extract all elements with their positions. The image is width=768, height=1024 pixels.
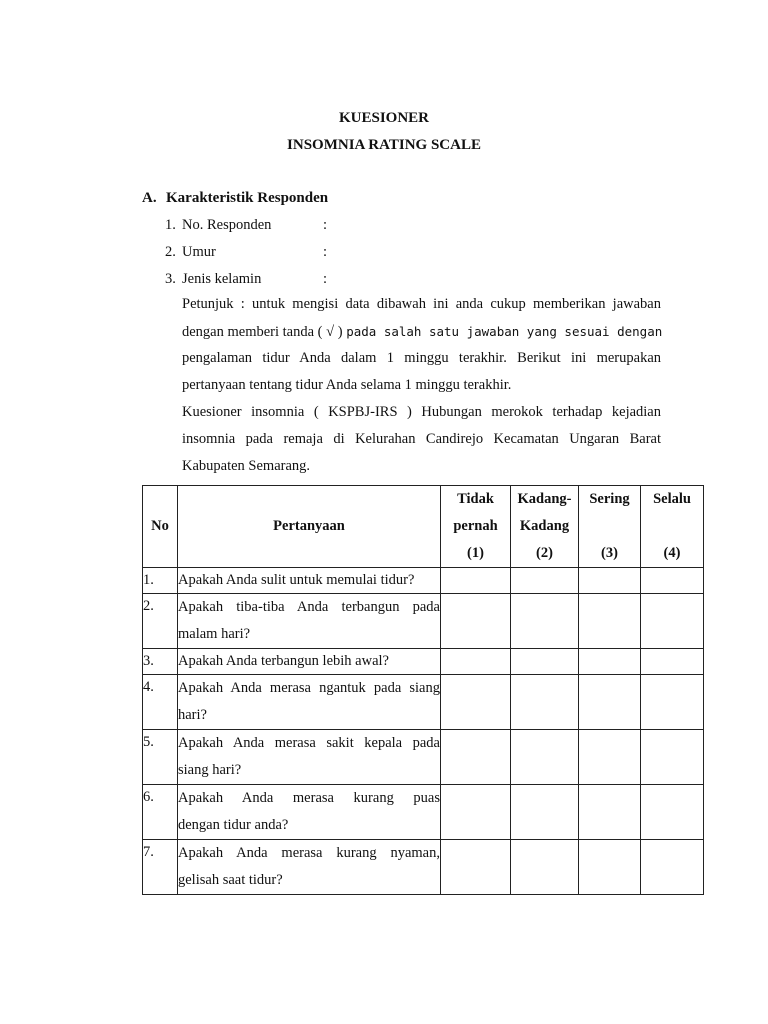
field-label-age: Umur	[182, 244, 216, 260]
instruction-line: Petunjuk : untuk mengisi data dibawah ini anda cukup memberikan jawaban	[182, 296, 661, 312]
header-often-label: Sering	[589, 491, 630, 507]
instruction-line	[182, 318, 661, 345]
answer-cell-often[interactable]	[579, 568, 641, 594]
row-number: 7.	[143, 840, 178, 895]
questionnaire-description-line: Kabupaten Semarang.	[182, 458, 311, 474]
question-line: Apakah tiba-tiba Anda terbangun pada	[178, 599, 440, 615]
header-never-score: (1)	[467, 545, 484, 561]
header-sometimes	[511, 486, 579, 568]
table-row	[143, 730, 704, 785]
answer-cell-never[interactable]	[441, 568, 511, 594]
question-line: gelisah saat tidur?	[178, 872, 283, 888]
answer-cell-sometimes[interactable]	[511, 594, 579, 649]
question-line: Apakah Anda merasa sakit kepala pada	[178, 735, 440, 751]
answer-cell-sometimes[interactable]	[511, 675, 579, 730]
question-text	[178, 568, 441, 594]
document-subtitle: INSOMNIA RATING SCALE	[287, 137, 481, 153]
answer-cell-never[interactable]	[441, 594, 511, 649]
insomnia-questionnaire-table	[142, 485, 704, 895]
header-always	[641, 486, 704, 568]
questionnaire-description-line: Kuesioner insomnia ( KSPBJ-IRS ) Hubungan merokok terhadap kejadian	[182, 404, 661, 420]
header-sometimes-label: Kadang-	[517, 491, 572, 507]
instruction-line-part: pada salah satu jawaban yang sesuai dengan	[346, 324, 663, 339]
header-never	[441, 486, 511, 568]
answer-cell-always[interactable]	[641, 649, 704, 675]
answer-cell-always[interactable]	[641, 785, 704, 840]
answer-cell-always[interactable]	[641, 675, 704, 730]
question-text	[178, 649, 441, 675]
table-row	[143, 568, 704, 594]
header-sometimes-label: Kadang	[519, 518, 570, 534]
row-number: 6.	[143, 785, 178, 840]
field-number: 3.	[165, 271, 176, 287]
question-line: Apakah Anda sulit untuk memulai tidur?	[178, 572, 415, 588]
answer-cell-never[interactable]	[441, 649, 511, 675]
answer-cell-sometimes[interactable]	[511, 785, 579, 840]
question-text	[178, 675, 441, 730]
question-text	[178, 840, 441, 895]
section-letter: A.	[142, 190, 157, 206]
question-line: malam hari?	[178, 626, 251, 642]
answer-cell-sometimes[interactable]	[511, 840, 579, 895]
header-spacer	[641, 513, 703, 540]
table-row	[143, 675, 704, 730]
field-label-gender: Jenis kelamin	[182, 271, 262, 287]
answer-cell-often[interactable]	[579, 594, 641, 649]
row-number: 1.	[143, 568, 178, 594]
table-header-row	[143, 486, 704, 568]
answer-cell-sometimes[interactable]	[511, 730, 579, 785]
question-text	[178, 594, 441, 649]
section-heading: Karakteristik Responden	[166, 190, 329, 206]
question-line: dengan tidur anda?	[178, 817, 289, 833]
header-always-score: (4)	[663, 545, 681, 561]
question-line: Apakah Anda merasa ngantuk pada siang	[178, 680, 440, 696]
table-row	[143, 594, 704, 649]
table-row	[143, 785, 704, 840]
row-number: 3.	[143, 649, 178, 675]
row-number: 5.	[143, 730, 178, 785]
header-always-label: Selalu	[653, 491, 691, 507]
instruction-line-part: dengan memberi tanda ( √ )	[182, 324, 343, 340]
table-row	[143, 649, 704, 675]
header-no: No	[143, 486, 178, 568]
answer-cell-always[interactable]	[641, 730, 704, 785]
answer-cell-often[interactable]	[579, 730, 641, 785]
question-text	[178, 730, 441, 785]
answer-cell-sometimes[interactable]	[511, 568, 579, 594]
field-number: 1.	[165, 217, 176, 233]
questionnaire-description-line: insomnia pada remaja di Kelurahan Candirejo Kecamatan Ungaran Barat	[182, 431, 661, 447]
answer-cell-never[interactable]	[441, 840, 511, 895]
answer-cell-often[interactable]	[579, 675, 641, 730]
question-line: hari?	[178, 707, 207, 723]
header-sometimes-score: (2)	[536, 545, 553, 561]
header-never-label: pernah	[453, 518, 498, 534]
field-colon: :	[323, 244, 328, 260]
field-colon: :	[323, 271, 328, 287]
document-title: KUESIONER	[338, 110, 430, 126]
answer-cell-often[interactable]	[579, 649, 641, 675]
answer-cell-always[interactable]	[641, 594, 704, 649]
question-line: Apakah Anda merasa kurang puas	[178, 790, 440, 806]
instruction-line: pertanyaan tentang tidur Anda selama 1 minggu terakhir.	[182, 377, 512, 393]
question-line: siang hari?	[178, 762, 242, 778]
answer-cell-always[interactable]	[641, 840, 704, 895]
row-number: 2.	[143, 594, 178, 649]
header-often	[579, 486, 641, 568]
field-label-respondent-no: No. Responden	[182, 217, 272, 233]
answer-cell-sometimes[interactable]	[511, 649, 579, 675]
row-number: 4.	[143, 675, 178, 730]
answer-cell-always[interactable]	[641, 568, 704, 594]
question-text	[178, 785, 441, 840]
field-number: 2.	[165, 244, 176, 260]
answer-cell-never[interactable]	[441, 730, 511, 785]
answer-cell-never[interactable]	[441, 675, 511, 730]
instruction-line: pengalaman tidur Anda dalam 1 minggu terakhir. Berikut ini merupakan	[182, 350, 661, 366]
header-often-score: (3)	[601, 545, 618, 561]
header-spacer	[579, 513, 640, 540]
field-colon: :	[323, 217, 328, 233]
question-line: Apakah Anda merasa kurang nyaman,	[178, 845, 440, 861]
header-question: Pertanyaan	[178, 486, 441, 568]
instructions-paragraph	[182, 291, 661, 480]
answer-cell-often[interactable]	[579, 785, 641, 840]
answer-cell-often[interactable]	[579, 840, 641, 895]
table-row	[143, 840, 704, 895]
header-never-label: Tidak	[457, 491, 494, 507]
answer-cell-never[interactable]	[441, 785, 511, 840]
question-line: Apakah Anda terbangun lebih awal?	[178, 653, 389, 669]
